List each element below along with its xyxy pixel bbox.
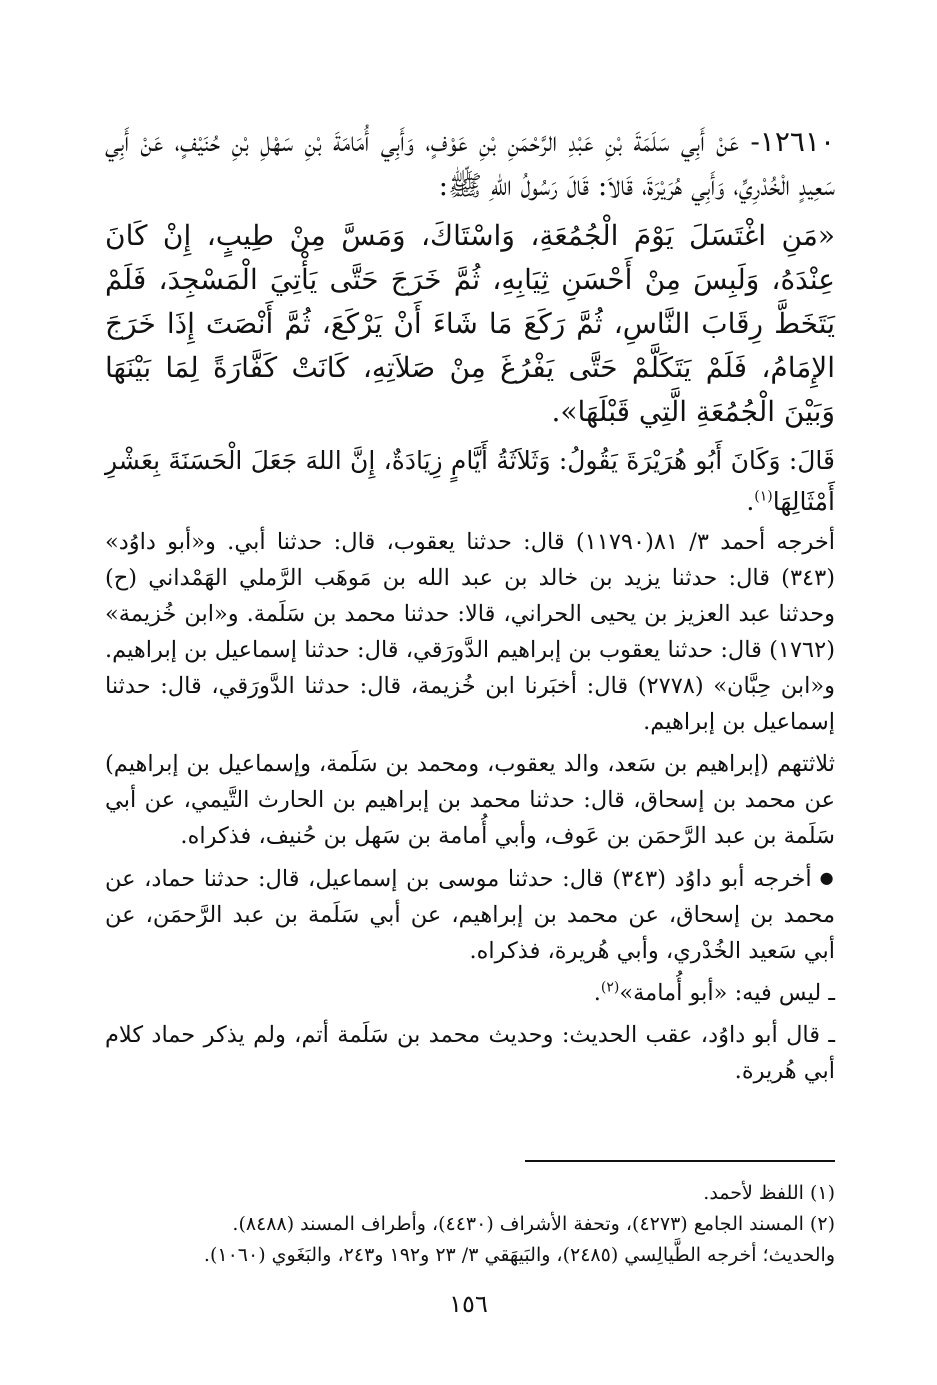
- hadith-matn: «مَنِ اغْتَسَلَ يَوْمَ الْجُمُعَةِ، وَاسْتَاكَ، وَمَسَّ مِنْ طِيبٍ، إِنْ كَانَ عِنْدَهُ، وَلَبِسَ مِنْ أَحْسَنِ ثِيَابِهِ، ثُمَّ خَرَجَ حَتَّى يَأْتِيَ الْمَسْجِدَ، فَلَمْ يَتَخَطَّ رِقَابَ النَّاسِ، ثُمَّ رَكَعَ مَا شَاءَ أَنْ يَرْكَعَ، ثُمَّ أَنْصَتَ إِذَا خَرَجَ الإِمَامُ، فَلَمْ يَتَكَلَّمْ حَتَّى يَفْرُغَ مِنْ صَلاَتِهِ، كَانَتْ كَفَّارَةً لِمَا بَيْنَهَا وَبَيْنَ الْجُمُعَةِ الَّتِي قَبْلَهَا».: [105, 219, 835, 428]
- footnotes: [105, 1178, 835, 1271]
- note-abu-umama-end: .: [593, 980, 601, 1006]
- takhrij-note-abu-dawud: ـ قال أبو داوُد، عقب الحديث: وحديث محمد بن سَلَمة أتم، ولم يذكر حماد كلام أبي هُريرة.: [105, 1022, 835, 1084]
- page-number: ١٥٦: [449, 1290, 488, 1318]
- page-body: [105, 120, 835, 1095]
- footnote-ref-1: (١): [754, 488, 773, 505]
- hadith-intro: ١٢٦١٠- عَنْ أَبِي سَلَمَةَ بْنِ عَبْدِ الرَّحْمَنِ بْنِ عَوْفٍ، وَأَبِي أُمَامَةَ بْنِ سَهْلِ بْنِ حُنَيْفٍ، عَنْ أَبِي سَعِيدٍ الْخُدْرِيِّ، وَأَبِي هُرَيْرَةَ، قَالاَ: قَالَ رَسُولُ اللهِ ﷺ:: [105, 125, 835, 202]
- note-abu-umama-text: ـ ليس فيه: «أبو أُمامة»: [619, 980, 835, 1006]
- abu-hurayra-saying-end: .: [746, 487, 755, 516]
- footnote-1: (١) اللفظ لأحمد.: [703, 1182, 835, 1204]
- takhrij-paragraph-1: أخرجه أحمد ٣/ ٨١(١١٧٩٠) قال: حدثنا يعقوب، قال: حدثنا أبي. و«أبو داوُد» (٣٤٣) قال: حدثنا يزيد بن خالد بن عبد الله بن مَوهَب الرَّملي الهَمْداني (ح) وحدثنا عبد العزيز بن يحيى الحراني، قالا: حدثنا محمد بن سَلَمة. و«ابن خُزيمة» (١٧٦٢) قال: حدثنا يعقوب بن إبراهيم الدَّورَقي، قال: حدثنا إسماعيل بن إبراهيم. و«ابن حِبَّان» (٢٧٧٨) قال: أخبَرنا ابن خُزيمة، قال: حدثنا الدَّورَقي، قال: حدثنا إسماعيل بن إبراهيم.: [105, 529, 835, 735]
- takhrij-note-abu-umama: [105, 975, 835, 1011]
- footnote-2: (٢) المسند الجامع (٤٢٧٣)، وتحفة الأشراف (٤٤٣٠)، وأطراف المسند (٨٤٨٨).: [232, 1213, 835, 1235]
- hadith-abu-hurayra-saying: [105, 440, 835, 522]
- abu-hurayra-saying-text: قَالَ: وَكَانَ أَبُو هُرَيْرَةَ يَقُولُ: وَثَلاَثَةُ أَيَّامٍ زِيَادَةٌ، إِنَّ اللهَ جَعَلَ الْحَسَنَةَ بِعَشْرِ أَمْثَالِهَا: [105, 446, 835, 516]
- takhrij-paragraph-3: ● أخرجه أبو داوُد (٣٤٣) قال: حدثنا موسى بن إسماعيل، قال: حدثنا حماد، عن محمد بن إسحاق، عن محمد بن إبراهيم، عن أبي سَلَمة بن عبد الرَّحمَن، عن أبي سَعيد الخُدْري، وأبي هُريرة، فذكراه.: [105, 860, 835, 969]
- footnote-2-continued: والحديث؛ أخرجه الطَّيالِسي (٢٤٨٥)، والبَيهَقي ٣/ ٢٣ و١٩٢ و٢٤٣، والبَغَوي (١٠٦٠).: [203, 1244, 835, 1266]
- footnote-ref-2: (٢): [600, 979, 620, 996]
- takhrij-paragraph-2: ثلاثتهم (إبراهيم بن سَعد، والد يعقوب، ومحمد بن سَلَمة، وإسماعيل بن إبراهيم) عن محمد بن إسحاق، قال: حدثنا محمد بن إبراهيم بن الحارث التَّيمي، عن أبي سَلَمة بن عبد الرَّحمَن بن عَوف، وأبي أُمامة بن سَهل بن حُنيف، فذكراه.: [105, 751, 835, 849]
- footnote-separator: [525, 1160, 835, 1162]
